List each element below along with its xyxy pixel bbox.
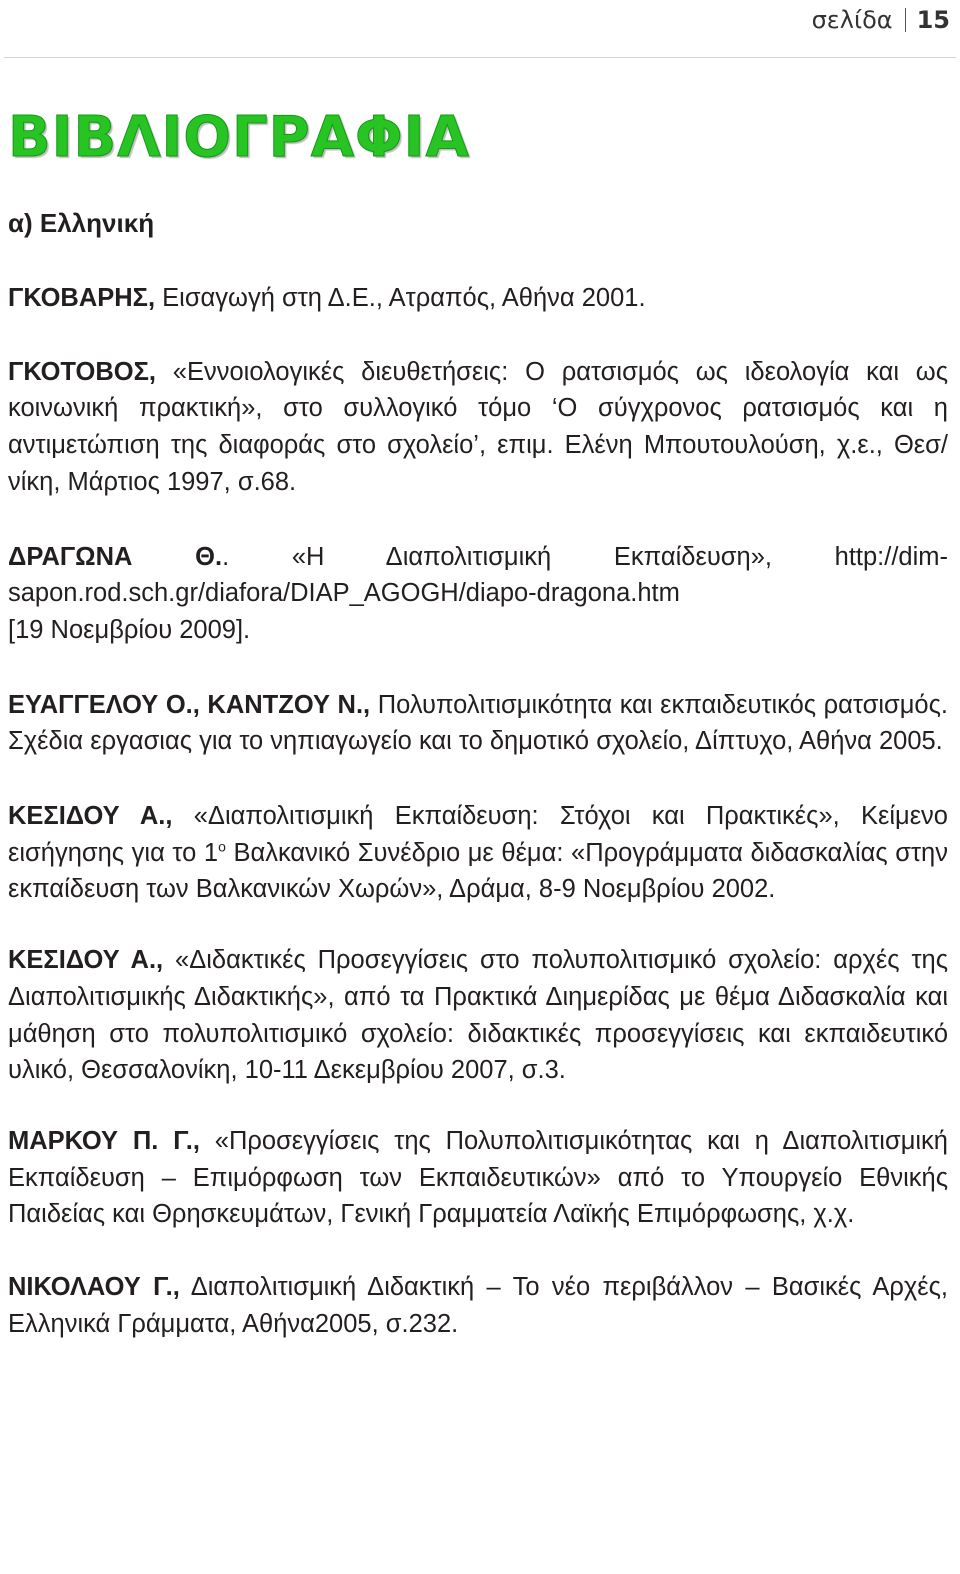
reference-text: «Διδακτικές Προσεγγίσεις στο πολυπολιτισμικό σχολείο: αρχές της Διαπολιτισμικής Διδακτικής», από τα Πρακτικά Διημερίδας με θέμα Διδασκαλία και μάθηση στο πολυπολιτισμικό σχολείο: διδακτικές προσεγγίσεις και εκπαιδευτικό υλικό, Θεσσαλονίκη, 10-11 Δεκεμβρίου 2007, σ.3. [8, 946, 948, 1085]
reference-text: Βαλκανικό Συνέδριο με θέμα: «Προγράμματα διδασκαλίας στην εκπαίδευση των Βαλκανικών Χωρών», Δράμα, 8-9 Νοεμβρίου 2002. [8, 838, 948, 904]
reference-text: «Εννοιολογικές διευθετήσεις: Ο ρατσισμός ως ιδεολογία και ως κοινωνική πρακτική», στο συλλογικό τόμο ‘Ο σύγχρονος ρατσισμός και η αντιμετώπιση της διαφοράς στο σχολείο’, επιμ. Ελένη Μπουτουλούση, χ.ε., Θεσ/νίκη, Μάρτιος 1997, σ.68. [8, 357, 948, 496]
section-heading: α) Ελληνική [8, 208, 155, 238]
reference-item [8, 539, 948, 649]
reference-text: Πολυπολιτισμικότητα και εκπαιδευτικός ρατσισμός. Σχέδια εργασιας για το νηπιαγωγείο και το δημοτικό σχολείο, Δίπτυχο, Αθήνα 2005. [8, 690, 948, 756]
reference-author: ΔΡΑΓΩΝΑ Θ. [8, 542, 223, 571]
reference-author: ΓΚΟΤΟΒΟΣ, [8, 357, 156, 386]
page-number: 15 [916, 6, 950, 34]
reference-text: . «Η Διαπολιτισμική Εκπαίδευση», http://dim-sapon.rod.sch.gr/diafora/DIAP_AGOGH/diapo-dragona.htm [8, 542, 949, 608]
reference-item [8, 280, 948, 317]
reference-access-date: [19 Νοεμβρίου 2009]. [8, 615, 251, 644]
reference-author: ΓΚΟΒΑΡΗΣ, [8, 284, 156, 312]
reference-text: Διαπολιτισμική Διδακτική – Το νέο περιβάλλον – Βασικές Αρχές, Ελληνικά Γράμματα, Αθήνα2005, σ.232. [8, 1273, 948, 1338]
reference-author: ΚΕΣΙΔΟΥ Α., [8, 946, 164, 975]
reference-author: ΚΕΣΙΔΟΥ Α., [8, 802, 173, 831]
reference-item [8, 798, 948, 908]
ordinal-superscript: ο [218, 838, 226, 855]
page-header [812, 0, 950, 40]
reference-list [8, 280, 948, 1342]
reference-item [8, 942, 948, 1089]
reference-item [8, 1123, 948, 1233]
reference-text: Εισαγωγή στη Δ.Ε., Ατραπός, Αθήνα 2001. [155, 284, 646, 312]
reference-author: ΕΥΑΓΓΕΛΟΥ Ο., ΚΑΝΤΖΟΥ Ν., [8, 690, 371, 719]
header-divider [4, 57, 956, 58]
page-header-separator [905, 8, 906, 32]
reference-item [8, 1269, 948, 1342]
page-label: σελίδα [811, 6, 893, 34]
reference-author: ΜΑΡΚΟΥ Π. Γ., [8, 1126, 200, 1155]
page-title: ΒΙΒΛΙΟΓΡΑΦΙΑ [8, 105, 470, 170]
reference-item [8, 354, 948, 501]
reference-item [8, 687, 948, 760]
reference-text: «Προσεγγίσεις της Πολυπολιτισμικότητας και η Διαπολιτισμική Εκπαίδευση – Επιμόρφωση των Εκπαιδευτικών» από το Υπουργείο Εθνικής Παιδείας και Θρησκευμάτων, Γενική Γραμματεία Λαϊκής Επιμόρφωσης, χ.χ. [8, 1126, 948, 1229]
reference-author: ΝΙΚΟΛΑΟΥ Γ., [8, 1273, 180, 1302]
reference-text: «Διαπολιτισμική Εκπαίδευση: Στόχοι και Πρακτικές», Κείμενο εισήγησης για το 1 [8, 802, 948, 867]
